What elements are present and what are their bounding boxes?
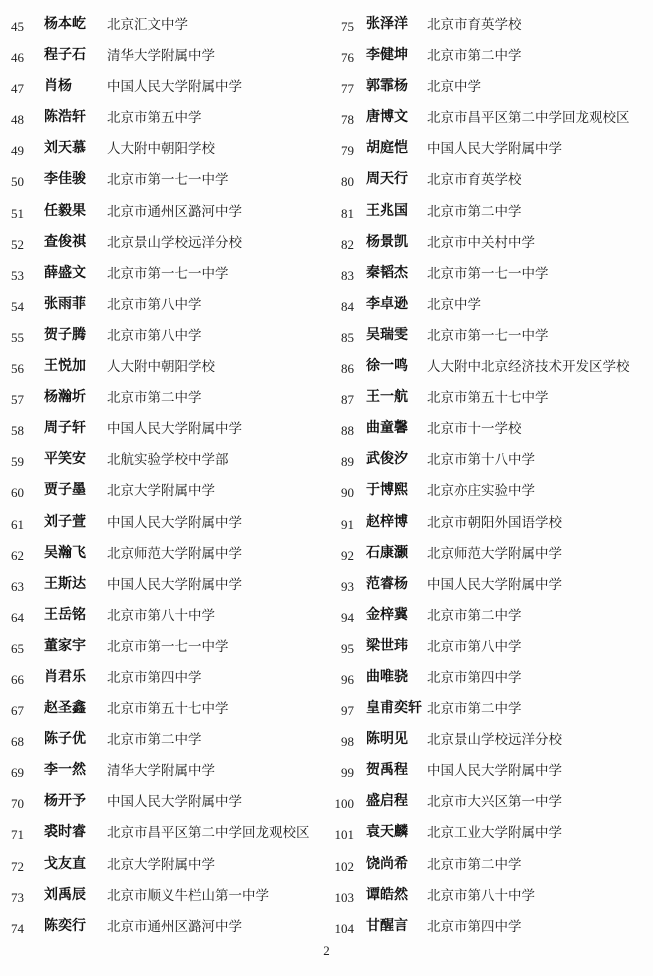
school-name: 北京市育英学校 — [427, 17, 522, 33]
school-name: 清华大学附属中学 — [107, 763, 215, 780]
row-number: 103 — [334, 889, 354, 905]
student-name: 薛盛文 — [44, 264, 86, 281]
list-row — [0, 414, 326, 445]
student-name: 甘醒言 — [366, 917, 408, 934]
list-row — [322, 476, 653, 507]
student-name: 徐一鸣 — [366, 358, 408, 375]
row-number: 51 — [11, 205, 24, 221]
list-row — [0, 103, 326, 134]
list-row — [0, 228, 326, 259]
list-row — [0, 787, 326, 818]
student-name: 吴瀚飞 — [44, 544, 86, 561]
student-name: 杨瀚圻 — [44, 389, 86, 406]
row-number: 57 — [11, 392, 24, 408]
student-name: 于博熙 — [366, 482, 408, 499]
list-row — [322, 41, 653, 72]
list-row — [0, 72, 326, 103]
row-number: 96 — [341, 671, 354, 687]
student-name: 李佳骏 — [44, 171, 86, 188]
list-row — [0, 445, 326, 476]
school-name: 北京中学 — [427, 79, 481, 96]
student-name: 李卓逊 — [366, 295, 408, 312]
school-name: 人大附中北京经济技术开发区学校 — [427, 359, 630, 376]
list-row — [322, 352, 653, 383]
school-name: 北京市第一七一中学 — [107, 265, 229, 282]
row-number: 95 — [341, 640, 354, 656]
school-name: 北京市第一七一中学 — [427, 327, 549, 344]
school-name: 北京市第二中学 — [427, 607, 522, 624]
row-number: 102 — [334, 858, 354, 874]
list-row — [0, 632, 326, 663]
student-name: 陈浩轩 — [44, 109, 86, 126]
list-row — [0, 756, 326, 787]
student-name: 刘天慕 — [44, 140, 86, 157]
school-name: 北京大学附属中学 — [107, 856, 215, 873]
student-name: 任毅果 — [44, 202, 86, 219]
list-row — [0, 134, 326, 165]
left-column — [0, 10, 326, 936]
school-name: 北京师范大学附属中学 — [107, 545, 242, 562]
student-name: 肖君乐 — [44, 668, 86, 685]
list-row — [322, 134, 653, 165]
school-name: 北京市第八中学 — [107, 296, 202, 313]
list-row — [322, 508, 653, 539]
school-name: 北航实验学校中学部 — [107, 452, 229, 469]
school-name: 北京市十一学校 — [427, 421, 522, 438]
row-number: 88 — [341, 423, 354, 439]
list-row — [322, 570, 653, 601]
school-name: 北京市第五十七中学 — [107, 701, 229, 718]
row-number: 89 — [341, 454, 354, 470]
school-name: 北京市第八中学 — [427, 638, 522, 655]
row-number: 69 — [11, 765, 24, 781]
list-row — [0, 383, 326, 414]
row-number: 90 — [341, 485, 354, 501]
row-number: 100 — [334, 796, 354, 812]
row-number: 50 — [11, 174, 24, 190]
row-number: 64 — [11, 609, 24, 625]
row-number: 73 — [11, 889, 24, 905]
student-name: 程子石 — [44, 47, 86, 64]
school-name: 北京大学附属中学 — [107, 483, 215, 500]
student-name: 李一然 — [44, 762, 86, 779]
list-row — [0, 476, 326, 507]
list-row — [322, 663, 653, 694]
school-name: 中国人民大学附属中学 — [107, 576, 242, 593]
list-row — [0, 539, 326, 570]
school-name: 北京市第二中学 — [107, 390, 202, 407]
list-row — [322, 321, 653, 352]
student-name: 范睿杨 — [366, 575, 408, 592]
school-name: 北京市第二中学 — [107, 732, 202, 749]
student-name: 肖杨 — [44, 78, 72, 95]
list-row — [322, 539, 653, 570]
row-number: 99 — [341, 765, 354, 781]
row-number: 76 — [341, 50, 354, 66]
row-number: 61 — [11, 516, 24, 532]
row-number: 55 — [11, 329, 24, 345]
school-name: 北京市第八十中学 — [427, 887, 535, 904]
row-number: 86 — [341, 361, 354, 377]
list-row — [322, 414, 653, 445]
row-number: 104 — [334, 920, 354, 936]
row-number: 87 — [341, 392, 354, 408]
row-number: 53 — [11, 267, 24, 283]
list-row — [0, 290, 326, 321]
student-name: 皇甫奕轩 — [366, 700, 422, 717]
school-name: 北京师范大学附属中学 — [427, 545, 562, 562]
school-name: 人大附中朝阳学校 — [107, 359, 215, 376]
right-column — [322, 10, 653, 936]
list-row — [322, 383, 653, 414]
row-number: 92 — [341, 547, 354, 563]
school-name: 中国人民大学附属中学 — [427, 576, 562, 593]
school-name: 北京市第二中学 — [427, 701, 522, 718]
list-row — [0, 352, 326, 383]
student-name: 金梓冀 — [366, 606, 408, 623]
student-name: 查俊祺 — [44, 233, 86, 250]
student-name: 贺子腾 — [44, 326, 86, 343]
row-number: 72 — [11, 858, 24, 874]
school-name: 中国人民大学附属中学 — [107, 79, 242, 96]
school-name: 清华大学附属中学 — [107, 48, 215, 65]
student-name: 秦韬杰 — [366, 264, 408, 281]
list-row — [0, 41, 326, 72]
list-row — [0, 508, 326, 539]
list-row — [322, 725, 653, 756]
row-number: 49 — [11, 143, 24, 159]
list-row — [0, 881, 326, 912]
list-row — [322, 290, 653, 321]
school-name: 中国人民大学附属中学 — [107, 794, 242, 811]
row-number: 93 — [341, 578, 354, 594]
list-row — [0, 570, 326, 601]
row-number: 91 — [341, 516, 354, 532]
school-name: 中国人民大学附属中学 — [427, 141, 562, 158]
row-number: 74 — [11, 920, 24, 936]
student-name: 刘子萱 — [44, 513, 86, 530]
row-number: 82 — [341, 236, 354, 252]
school-name: 北京市第五十七中学 — [427, 390, 549, 407]
student-name: 李健坤 — [366, 47, 408, 64]
student-name: 杨本屹 — [44, 16, 86, 32]
student-name: 陈明见 — [366, 731, 408, 748]
row-number: 67 — [11, 703, 24, 719]
row-number: 83 — [341, 267, 354, 283]
row-number: 68 — [11, 734, 24, 750]
row-number: 77 — [341, 81, 354, 97]
list-row — [322, 850, 653, 881]
student-name: 王斯达 — [44, 575, 86, 592]
school-name: 北京市第八十中学 — [107, 607, 215, 624]
list-row — [322, 632, 653, 663]
list-row — [322, 912, 653, 943]
list-row — [0, 259, 326, 290]
student-name: 石康灏 — [366, 544, 408, 561]
student-name: 周天行 — [366, 171, 408, 188]
student-name: 王岳铭 — [44, 606, 86, 623]
student-name: 戈友直 — [44, 855, 86, 872]
school-name: 北京市第一七一中学 — [107, 638, 229, 655]
row-number: 65 — [11, 640, 24, 656]
student-name: 赵梓博 — [366, 513, 408, 530]
list-row — [0, 10, 326, 41]
row-number: 60 — [11, 485, 24, 501]
school-name: 中国人民大学附属中学 — [107, 514, 242, 531]
school-name: 北京市第二中学 — [427, 48, 522, 65]
page-number: 2 — [323, 943, 330, 958]
school-name: 北京市第十八中学 — [427, 452, 535, 469]
row-number: 70 — [11, 796, 24, 812]
student-name: 贺禹程 — [366, 762, 408, 779]
student-name: 曲童馨 — [366, 420, 408, 437]
school-name: 北京市第五中学 — [107, 110, 202, 127]
student-name: 杨景凯 — [366, 233, 408, 250]
student-name: 饶尚希 — [366, 855, 408, 872]
list-row — [322, 228, 653, 259]
student-name: 张雨菲 — [44, 295, 86, 312]
row-number: 58 — [11, 423, 24, 439]
row-number: 94 — [341, 609, 354, 625]
list-row — [0, 725, 326, 756]
row-number: 98 — [341, 734, 354, 750]
list-row — [322, 259, 653, 290]
school-name: 北京市第八中学 — [107, 327, 202, 344]
school-name: 北京市第一七一中学 — [107, 172, 229, 189]
list-row — [322, 165, 653, 196]
school-name: 北京市第四中学 — [427, 918, 522, 935]
row-number: 45 — [11, 19, 24, 34]
row-number: 66 — [11, 671, 24, 687]
school-name: 北京汇文中学 — [107, 17, 188, 33]
student-name: 梁世玮 — [366, 637, 408, 654]
list-row — [322, 787, 653, 818]
student-name: 刘禹辰 — [44, 886, 86, 903]
row-number: 79 — [341, 143, 354, 159]
row-number: 63 — [11, 578, 24, 594]
student-name: 杨开予 — [44, 793, 86, 810]
student-name: 谭皓然 — [366, 886, 408, 903]
school-name: 北京市通州区潞河中学 — [107, 203, 242, 220]
list-row — [322, 694, 653, 725]
student-name: 陈奕行 — [44, 917, 86, 934]
school-name: 人大附中朝阳学校 — [107, 141, 215, 158]
student-name: 裘时睿 — [44, 824, 86, 841]
student-name: 王兆国 — [366, 202, 408, 219]
school-name: 北京市中关村中学 — [427, 234, 535, 251]
school-name: 北京市通州区潞河中学 — [107, 918, 242, 935]
student-name: 周子轩 — [44, 420, 86, 437]
row-number: 47 — [11, 81, 24, 97]
student-name: 赵圣鑫 — [44, 700, 86, 717]
row-number: 97 — [341, 703, 354, 719]
student-name: 唐博文 — [366, 109, 408, 126]
list-row — [0, 818, 326, 849]
school-name: 北京工业大学附属中学 — [427, 825, 562, 842]
school-name: 北京市第二中学 — [427, 856, 522, 873]
student-name: 平笑安 — [44, 451, 86, 468]
student-name: 董家宇 — [44, 637, 86, 654]
list-row — [0, 197, 326, 228]
row-number: 85 — [341, 329, 354, 345]
school-name: 北京景山学校远洋分校 — [427, 732, 562, 749]
school-name: 北京中学 — [427, 296, 481, 313]
school-name: 北京市第四中学 — [427, 669, 522, 686]
list-row — [0, 912, 326, 943]
row-number: 71 — [11, 827, 24, 843]
row-number: 56 — [11, 361, 24, 377]
student-name: 曲唯骁 — [366, 668, 408, 685]
school-name: 北京亦庄实验中学 — [427, 483, 535, 500]
school-name: 北京市育英学校 — [427, 172, 522, 189]
student-name: 王悦加 — [44, 358, 86, 375]
student-name: 陈子优 — [44, 731, 86, 748]
list-row — [0, 321, 326, 352]
school-name: 北京市昌平区第二中学回龙观校区 — [427, 110, 630, 127]
school-name: 北京景山学校远洋分校 — [107, 234, 242, 251]
row-number: 46 — [11, 50, 24, 66]
row-number: 75 — [341, 19, 354, 34]
list-row — [322, 445, 653, 476]
school-name: 中国人民大学附属中学 — [427, 763, 562, 780]
school-name: 北京市第四中学 — [107, 669, 202, 686]
student-name: 盛启程 — [366, 793, 408, 810]
student-name: 袁天麟 — [366, 824, 408, 841]
list-row — [0, 694, 326, 725]
student-name: 郭霏杨 — [366, 78, 408, 95]
school-name: 北京市大兴区第一中学 — [427, 794, 562, 811]
list-row — [322, 197, 653, 228]
school-name: 北京市昌平区第二中学回龙观校区 — [107, 825, 310, 842]
school-name: 中国人民大学附属中学 — [107, 421, 242, 438]
school-name: 北京市第二中学 — [427, 203, 522, 220]
list-row — [322, 10, 653, 41]
list-row — [322, 72, 653, 103]
student-name: 张泽洋 — [366, 16, 408, 32]
student-name: 王一航 — [366, 389, 408, 406]
row-number: 54 — [11, 298, 24, 314]
list-row — [322, 756, 653, 787]
student-name: 贾子墨 — [44, 482, 86, 499]
student-name: 武俊汐 — [366, 451, 408, 468]
list-row — [0, 850, 326, 881]
list-row — [322, 818, 653, 849]
row-number: 81 — [341, 205, 354, 221]
row-number: 80 — [341, 174, 354, 190]
row-number: 101 — [334, 827, 354, 843]
list-row — [322, 881, 653, 912]
row-number: 62 — [11, 547, 24, 563]
list-row — [322, 601, 653, 632]
row-number: 78 — [341, 112, 354, 128]
list-row — [322, 103, 653, 134]
school-name: 北京市第一七一中学 — [427, 265, 549, 282]
school-name: 北京市朝阳外国语学校 — [427, 514, 562, 531]
student-name: 吴瑞雯 — [366, 326, 408, 343]
list-row — [0, 601, 326, 632]
student-name: 胡庭恺 — [366, 140, 408, 157]
list-row — [0, 165, 326, 196]
row-number: 52 — [11, 236, 24, 252]
list-row — [0, 663, 326, 694]
row-number: 48 — [11, 112, 24, 128]
row-number: 59 — [11, 454, 24, 470]
row-number: 84 — [341, 298, 354, 314]
school-name: 北京市顺义牛栏山第一中学 — [107, 887, 269, 904]
